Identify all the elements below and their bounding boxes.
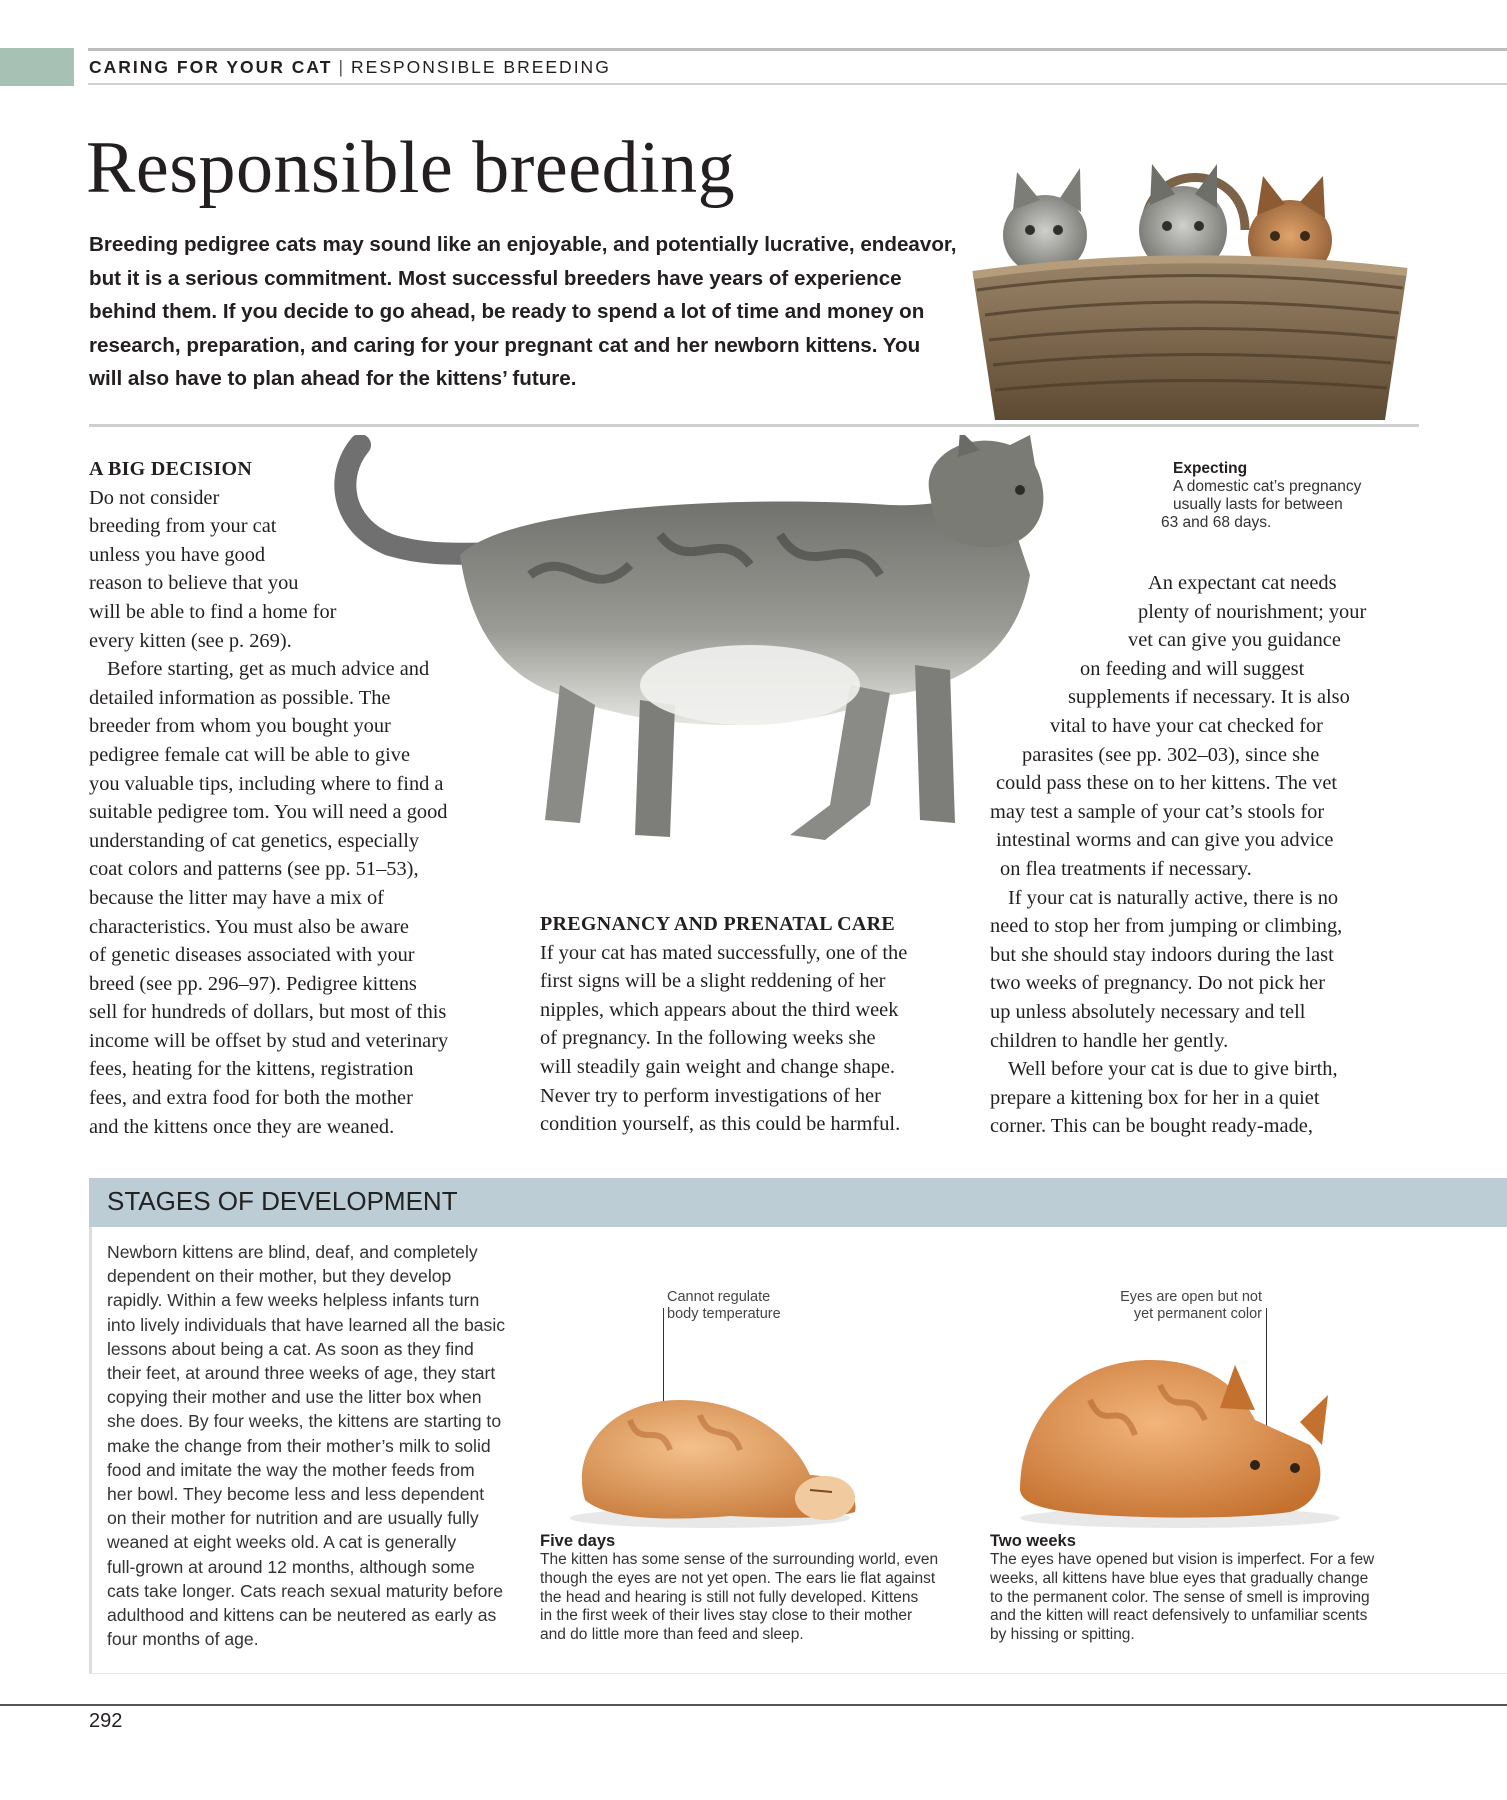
body-line: corner. This can be bought ready-made, bbox=[990, 1115, 1313, 1138]
intro-paragraph: Breeding pedigree cats may sound like an enjoyable, and potentially lucrative, endeavor, but it is a serious commitment. Most successful breeders have years of experience behind them. If you decide to go ahead, be ready to spend a lot of time and money on research, preparation, and caring for your pregnant cat and her newborn kittens. You will also have to plan ahead for the kittens’ future. bbox=[89, 233, 957, 390]
body-line: need to stop her from jumping or climbing, bbox=[990, 915, 1343, 938]
column-prenatal-continued bbox=[990, 569, 1410, 1141]
body-line: sell for hundreds of dollars, but most of this bbox=[89, 1001, 447, 1024]
body-line: plenty of nourishment; your bbox=[1138, 600, 1367, 623]
body-line: characteristics. You must also be aware bbox=[89, 915, 409, 938]
body-line: vet can give you guidance bbox=[1128, 629, 1341, 652]
body-line: An expectant cat needs bbox=[1148, 572, 1337, 594]
body-line: fees, and extra food for both the mother bbox=[89, 1087, 413, 1110]
panel-line: weaned at eight weeks old. A cat is generally bbox=[107, 1532, 457, 1553]
body-line: on feeding and will suggest bbox=[1080, 657, 1305, 680]
body-line: reason to believe that you bbox=[89, 572, 299, 595]
body-line: pedigree female cat will be able to give bbox=[89, 743, 411, 766]
panel-line: on their mother for nutrition and are usually fully bbox=[107, 1508, 479, 1529]
body-line: vital to have your cat checked for bbox=[1050, 714, 1323, 737]
body-line: fees, heating for the kittens, registration bbox=[89, 1058, 414, 1081]
panel-title: STAGES OF DEVELOPMENT bbox=[107, 1186, 458, 1216]
body-line: children to handle her gently. bbox=[990, 1029, 1229, 1052]
body-line: supplements if necessary. It is also bbox=[1068, 686, 1350, 709]
caption-text bbox=[540, 1551, 980, 1645]
caption-title: Expecting bbox=[1173, 460, 1248, 477]
caption-line: and do little more than feed and sleep. bbox=[540, 1626, 804, 1644]
body-line: understanding of cat genetics, especially bbox=[89, 829, 420, 852]
body-line: first signs will be a slight reddening of her bbox=[540, 970, 886, 993]
body-line: on flea treatments if necessary. bbox=[1000, 857, 1252, 880]
panel-line: their feet, at around three weeks of age, they start bbox=[107, 1363, 496, 1384]
section-heading-pregnancy: PREGNANCY AND PRENATAL CARE bbox=[540, 913, 895, 935]
body-line: will be able to find a home for bbox=[89, 600, 337, 623]
panel-line: food and imitate the way the mother feeds from bbox=[107, 1459, 475, 1480]
panel-line: adulthood and kittens can be neutered as early as bbox=[107, 1605, 497, 1626]
column-pregnancy bbox=[540, 910, 980, 1139]
page-title: Responsible breeding bbox=[86, 127, 736, 209]
page-number: 292 bbox=[89, 1710, 123, 1732]
body-line: Well before your cat is due to give birth, bbox=[1008, 1058, 1338, 1081]
panel-line: four months of age. bbox=[107, 1629, 259, 1650]
body-line: parasites (see pp. 302–03), since she bbox=[1022, 743, 1320, 766]
section-tab-marker bbox=[0, 48, 74, 86]
kittens-in-basket-image bbox=[955, 150, 1425, 425]
caption-title: Two weeks bbox=[990, 1532, 1076, 1550]
body-line: If your cat is naturally active, there is no bbox=[1008, 886, 1339, 909]
footer-rule bbox=[0, 1704, 1507, 1706]
caption-line: usually lasts for between bbox=[1173, 496, 1343, 513]
callout-line: yet permanent color bbox=[1133, 1306, 1262, 1322]
panel-line: make the change from their mother’s milk to solid bbox=[107, 1435, 491, 1456]
body-line: of pregnancy. In the following weeks she bbox=[540, 1027, 876, 1050]
body-line: Before starting, get as much advice and bbox=[107, 658, 430, 681]
body-line: unless you have good bbox=[89, 543, 266, 566]
panel-line: she does. By four weeks, the kittens are starting to bbox=[107, 1411, 502, 1432]
caption-expecting bbox=[1161, 460, 1393, 532]
body-line: may test a sample of your cat’s stools for bbox=[990, 800, 1325, 823]
panel-line: Newborn kittens are blind, deaf, and completely bbox=[107, 1242, 478, 1262]
panel-line: lessons about being a cat. As soon as they find bbox=[107, 1338, 474, 1359]
caption-two-weeks bbox=[990, 1532, 1410, 1645]
body-line: but she should stay indoors during the last bbox=[990, 943, 1334, 966]
caption-line: by hissing or spitting. bbox=[990, 1626, 1135, 1644]
body-line: Do not consider bbox=[89, 486, 220, 509]
callout-line: Cannot regulate bbox=[667, 1289, 771, 1305]
body-line: breed (see pp. 296–97). Pedigree kittens bbox=[89, 972, 417, 995]
running-head-separator: | bbox=[338, 57, 346, 77]
panel-body-text bbox=[107, 1240, 527, 1651]
caption-five-days bbox=[540, 1532, 980, 1645]
panel-line: into lively individuals that have learned all the basic bbox=[107, 1314, 506, 1335]
body-line: coat colors and patterns (see pp. 51–53), bbox=[89, 858, 419, 881]
callout-line: body temperature bbox=[667, 1306, 781, 1322]
caption-line: and the kitten will react defensively to unfamiliar scents bbox=[990, 1607, 1368, 1625]
body-line: because the litter may have a mix of bbox=[89, 886, 384, 909]
running-head-subsection: RESPONSIBLE BREEDING bbox=[351, 57, 611, 77]
section-heading-big-decision: A BIG DECISION bbox=[89, 458, 253, 480]
body-line: intestinal worms and can give you advice bbox=[996, 829, 1334, 852]
panel-line: cats take longer. Cats reach sexual maturity before bbox=[107, 1580, 504, 1601]
caption-line: The kitten has some sense of the surrounding world, even bbox=[540, 1551, 939, 1568]
callout-line: Eyes are open but not bbox=[1120, 1289, 1262, 1305]
running-head-section: CARING FOR YOUR CAT bbox=[89, 57, 333, 77]
body-line: breeder from whom you bought your bbox=[89, 715, 391, 738]
body-line: will steadily gain weight and change shape. bbox=[540, 1055, 896, 1078]
body-line: Never try to perform investigations of her bbox=[540, 1084, 881, 1107]
caption-line: in the first week of their lives stay close to their mother bbox=[540, 1607, 913, 1625]
callout-two-weeks bbox=[1080, 1289, 1262, 1323]
body-line: If your cat has mated successfully, one of the bbox=[540, 941, 908, 964]
caption-line: The eyes have opened but vision is imperfect. For a few bbox=[990, 1551, 1375, 1568]
body-line: income will be offset by stud and veterinary bbox=[89, 1029, 449, 1052]
callout-five-days bbox=[667, 1289, 781, 1323]
body-line: nipples, which appears about the third week bbox=[540, 998, 899, 1021]
body-line: you valuable tips, including where to find a bbox=[89, 772, 444, 795]
panel-line: rapidly. Within a few weeks helpless infants turn bbox=[107, 1290, 480, 1311]
column-big-decision bbox=[89, 455, 519, 1141]
panel-line: copying their mother and use the litter box when bbox=[107, 1387, 482, 1408]
body-line: suitable pedigree tom. You will need a good bbox=[89, 801, 448, 824]
body-line: every kitten (see p. 269). bbox=[89, 629, 292, 652]
body-line: up unless absolutely necessary and tell bbox=[990, 1000, 1306, 1023]
panel-left-rule bbox=[89, 1227, 92, 1673]
body-line: two weeks of pregnancy. Do not pick her bbox=[990, 972, 1326, 995]
body-line: and the kittens once they are weaned. bbox=[89, 1115, 395, 1138]
caption-line: weeks, all kittens have blue eyes that gradually change bbox=[990, 1569, 1369, 1587]
body-line: breeding from your cat bbox=[89, 515, 277, 538]
panel-line: dependent on their mother, but they develop bbox=[107, 1266, 452, 1287]
body-line: prepare a kittening box for her in a quiet bbox=[990, 1086, 1320, 1109]
panel-line: her bowl. They become less and less dependent bbox=[107, 1484, 485, 1505]
caption-text bbox=[990, 1551, 1410, 1645]
header-rule-top bbox=[88, 48, 1507, 51]
body-line: of genetic diseases associated with your bbox=[89, 944, 415, 967]
body-line: condition yourself, as this could be harmful. bbox=[540, 1113, 901, 1136]
running-head bbox=[89, 57, 611, 81]
panel-line: full-grown at around 12 months, although some bbox=[107, 1556, 475, 1577]
body-line: could pass these on to her kittens. The vet bbox=[996, 772, 1338, 795]
kitten-two-weeks-image bbox=[1010, 1340, 1350, 1530]
intro-divider bbox=[89, 424, 1419, 427]
caption-line: A domestic cat’s pregnancy bbox=[1173, 478, 1362, 495]
caption-title: Five days bbox=[540, 1532, 616, 1550]
caption-line: the head and hearing is still not fully developed. Kittens bbox=[540, 1588, 919, 1606]
panel-bottom-rule bbox=[89, 1673, 1507, 1674]
header-rule-bottom bbox=[88, 83, 1507, 85]
kitten-five-days-image bbox=[570, 1380, 880, 1530]
body-line: detailed information as possible. The bbox=[89, 686, 391, 709]
caption-line: though the eyes are not yet open. The ears lie flat against bbox=[540, 1569, 936, 1587]
caption-line: 63 and 68 days. bbox=[1161, 514, 1272, 531]
caption-line: to the permanent color. The sense of smell is improving bbox=[990, 1588, 1370, 1606]
